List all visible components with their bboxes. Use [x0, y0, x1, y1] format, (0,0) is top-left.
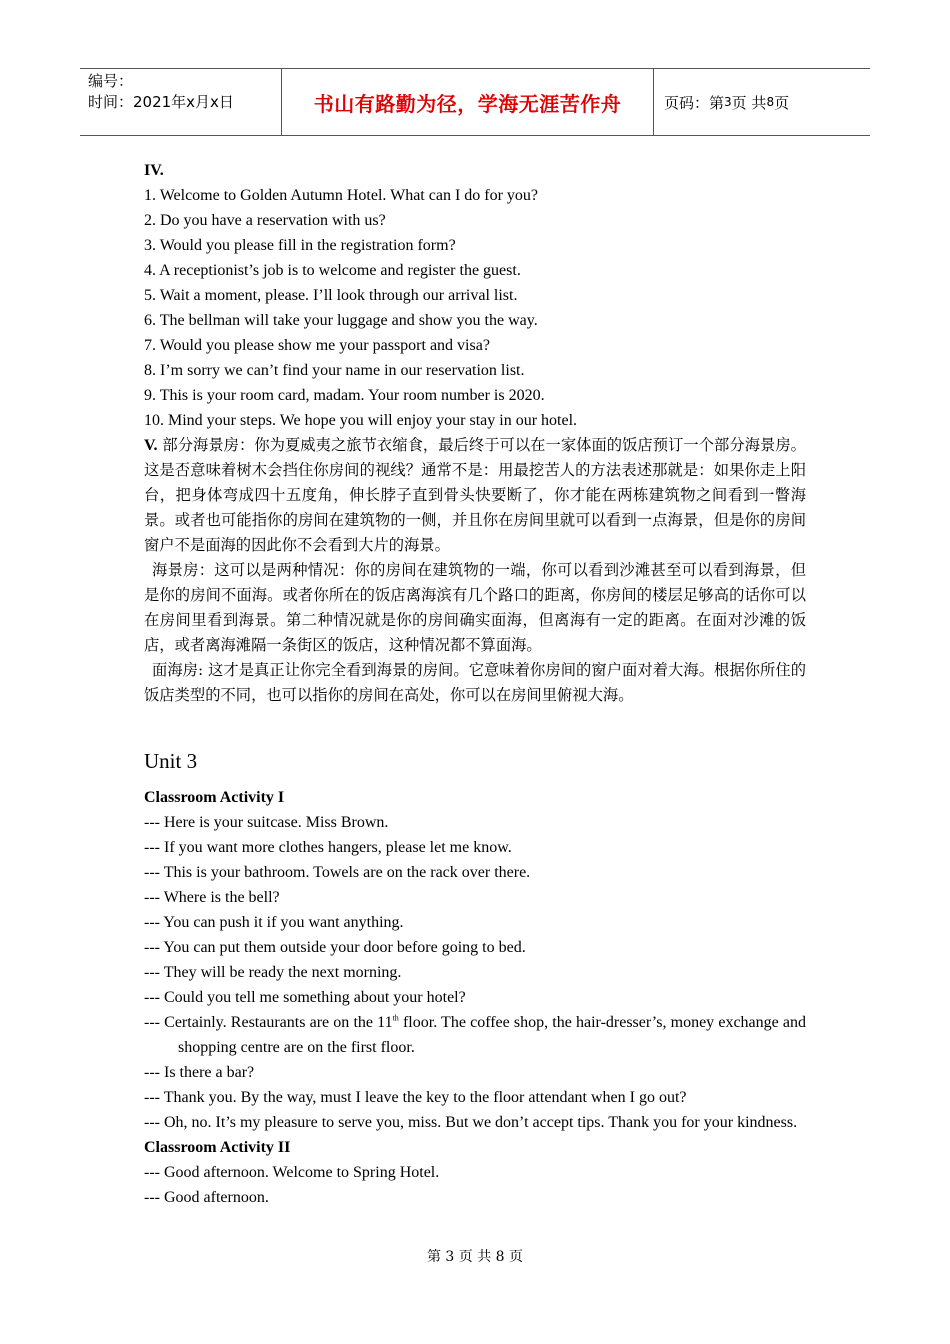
section-v-heading: V. [144, 437, 158, 454]
list-item: 7. Would you please show me your passport and visa? [144, 337, 490, 354]
page-mid: 页 共 [731, 93, 767, 112]
ordinal-suffix: th [392, 1013, 399, 1023]
dialogue-line: --- Where is the bell? [144, 889, 280, 906]
list-item: 5. Wait a moment, please. I’ll look through our arrival list. [144, 287, 518, 304]
page-total: 8 [766, 95, 775, 109]
dialogue-line: --- Oh, no. It’s my pleasure to serve you, miss. But we don’t accept tips. Thank you for your kindness. [144, 1114, 798, 1131]
list-item: 6. The bellman will take your luggage and show you the way. [144, 312, 538, 329]
section-iv-heading: IV. [144, 162, 164, 179]
section-v-paragraph-1 [144, 433, 806, 558]
header-meta [80, 69, 281, 135]
number-label: 编号： [88, 72, 134, 90]
page-suffix: 页 [774, 93, 790, 112]
activity-1-heading: Classroom Activity I [144, 789, 285, 806]
unit-title: Unit 3 [144, 749, 198, 773]
list-item: 3. Would you please fill in the registration form? [144, 237, 456, 254]
list-item: 2. Do you have a reservation with us? [144, 212, 386, 229]
dialogue-line: --- You can put them outside your door before going to bed. [144, 939, 526, 956]
dialogue-line: --- Good afternoon. Welcome to Spring Hotel. [144, 1164, 440, 1181]
page-content [144, 158, 806, 1210]
dialogue-line: --- Here is your suitcase. Miss Brown. [144, 814, 389, 831]
page-footer: 第 3 页 共 8 页 [426, 1249, 524, 1265]
list-item: 9. This is your room card, madam. Your room number is 2020. [144, 387, 545, 404]
section-v-paragraph-2: 海景房：这可以是两种情况：你的房间在建筑物的一端，你可以看到沙滩甚至可以看到海景，但是你的房间不面海。或者你所在的饭店离海滨有几个路口的距离，你房间的楼层足够高的话你可以在房间里看到海景。第二种情况就是你的房间确实面海，但离海有一定的距离。在面对沙滩的饭店，或者离海滩隔一条街区的饭店，这种情况都不算面海。 [144, 561, 806, 654]
certainly-post: floor. The coffee shop, the hair-dresser’s, money exchange and shopping centre are on the first floor. [178, 1014, 807, 1056]
activity-2-heading: Classroom Activity II [144, 1139, 291, 1156]
dialogue-line: --- If you want more clothes hangers, please let me know. [144, 839, 512, 856]
time-label: 时间：2021年x月x日 [88, 93, 234, 111]
dialogue-line: --- Good afternoon. [144, 1189, 269, 1206]
dialogue-line: --- Thank you. By the way, must I leave the key to the floor attendant when I go out? [144, 1089, 687, 1106]
header-motto: 书山有路勤为径，学海无涯苦作舟 [281, 69, 654, 135]
page-header [80, 68, 870, 136]
list-item: 1. Welcome to Golden Autumn Hotel. What can I do for you? [144, 187, 539, 204]
list-item: 10. Mind your steps. We hope you will enjoy your stay in our hotel. [144, 412, 578, 429]
section-v-text-1: 部分海景房：你为夏威夷之旅节衣缩食，最后终于可以在一家体面的饭店预订一个部分海景房。这是否意味着树木会挡住你房间的视线？通常不是：用最挖苦人的方法表述那就是：如果你走上阳台，把身体弯成四十五度角，伸长脖子直到骨头快要断了，你才能在两栋建筑物之间看到一瞥海景。或者也可能指你的房间在建筑物的一侧，并且你在房间里就可以看到一点海景，但是你的房间窗户不是面海的因此你不会看到大片的海景。 [144, 436, 806, 554]
dialogue-line: --- Is there a bar? [144, 1064, 255, 1081]
page-current: 3 [724, 95, 732, 109]
dialogue-line: --- This is your bathroom. Towels are on the rack over there. [144, 864, 531, 881]
section-v-paragraph-3: 面海房: 这才是真正让你完全看到海景的房间。它意味着你房间的窗户面对着大海。根据你所住的饭店类型的不同，也可以指你的房间在高处，你可以在房间里俯视大海。 [144, 661, 806, 704]
list-item: 8. I’m sorry we can’t find your name in our reservation list. [144, 362, 525, 379]
dialogue-line [144, 1010, 806, 1060]
header-page-info [654, 69, 870, 135]
list-item: 4. A receptionist’s job is to welcome and register the guest. [144, 262, 521, 279]
dialogue-line: --- They will be ready the next morning. [144, 964, 402, 981]
dialogue-line: --- You can push it if you want anything. [144, 914, 404, 931]
dialogue-line: --- Could you tell me something about your hotel? [144, 989, 466, 1006]
page-prefix: 页码：第 [664, 93, 725, 112]
certainly-pre: --- Certainly. Restaurants are on the 11 [144, 1014, 393, 1031]
